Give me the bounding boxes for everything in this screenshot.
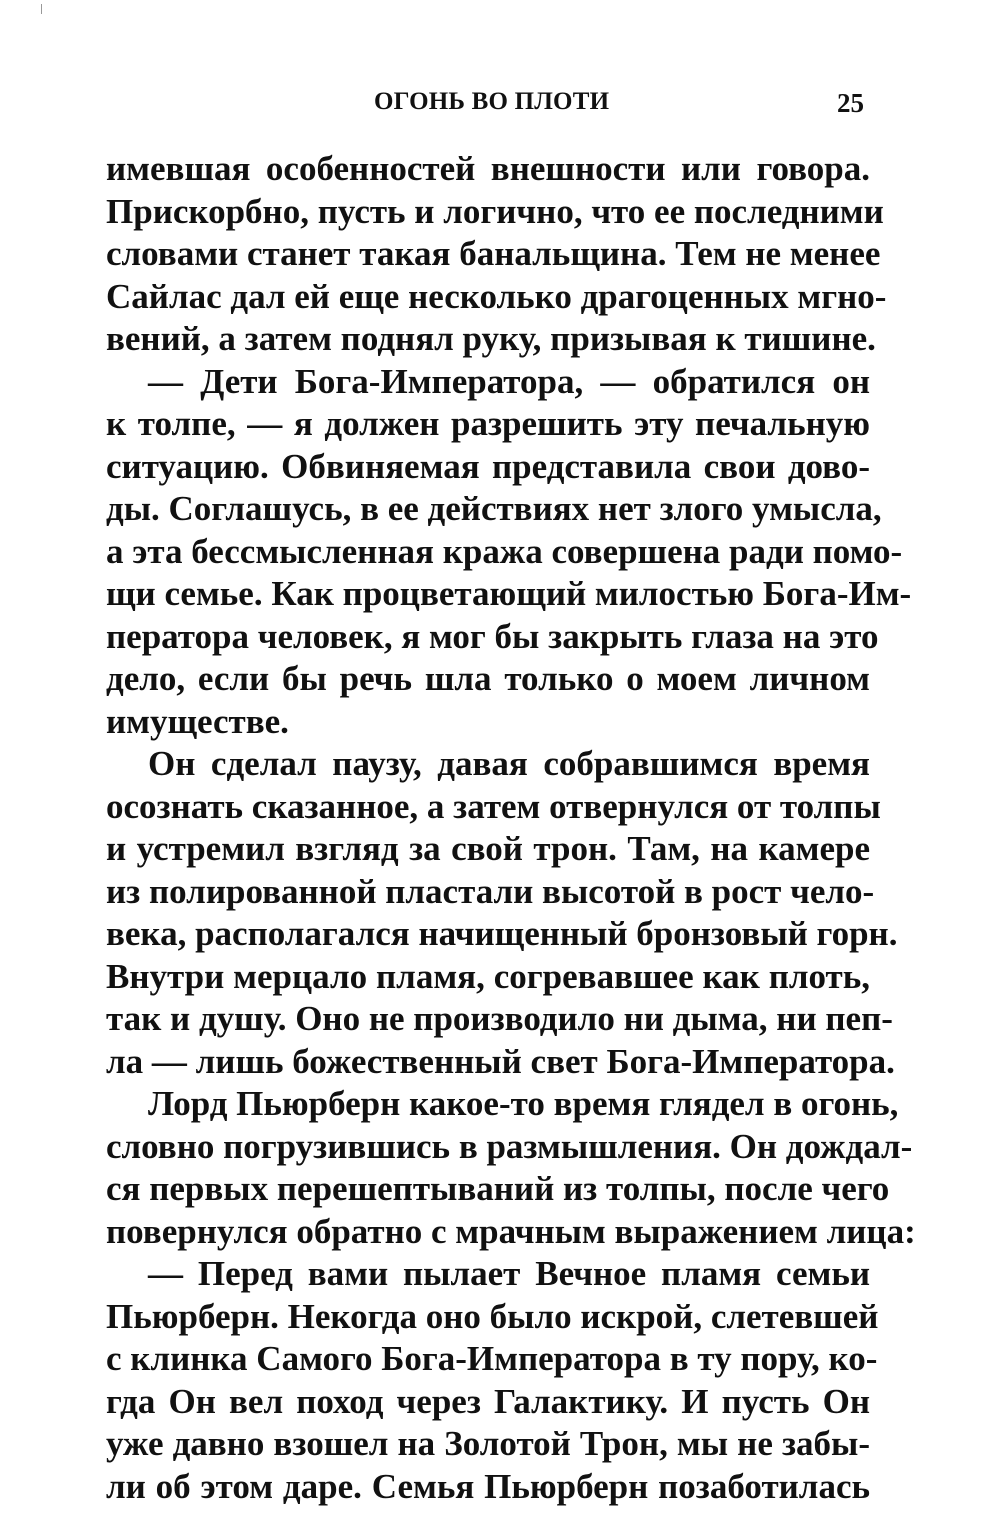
running-title: ОГОНЬ ВО ПЛОТИ [374, 88, 610, 115]
running-header [0, 88, 1000, 128]
text-line: Лорд Пьюрберн какое-то время глядел в огонь, [148, 1084, 899, 1123]
text-line: ды. Соглашусь, в ее действиях нет злого умысла, [106, 489, 882, 528]
text-line: Сайлас дал ей еще несколько драгоценных мгно- [106, 276, 887, 316]
text-line: и устремил взгляд за свой трон. Там, на камере [106, 829, 870, 868]
text-line: так и душу. Оно не производило ни дыма, ни пеп- [106, 999, 893, 1038]
text-line: Внутри мерцало пламя, согревавшее как плоть, [106, 956, 870, 996]
text-line: ператора человек, я мог бы закрыть глаза на это [106, 616, 879, 656]
text-line: повернулся обратно с мрачным выражением лица: [106, 1211, 916, 1251]
text-line: ли об этом даре. Семья Пьюрберн позаботилась [106, 1466, 870, 1506]
text-line: века, располагался начищенный бронзовый горн. [106, 914, 898, 953]
page-number: 25 [837, 88, 864, 118]
text-line: щи семье. Как процветающий милостью Бога-Им- [106, 574, 912, 613]
text-line: Прискорбно, пусть и логично, что ее последними [106, 191, 884, 231]
text-line: — Дети Бога-Императора, — обратился он [148, 361, 870, 401]
text-line: словами станет такая банальщина. Тем не менее [106, 234, 881, 273]
body-text [106, 148, 916, 1508]
text-line: ла — лишь божественный свет Бога-Императора. [106, 1041, 895, 1081]
text-line: дело, если бы речь шла только о моем личном [106, 659, 870, 698]
text-line: имуществе. [106, 701, 289, 741]
text-line: из полированной пластали высотой в рост чело- [106, 871, 875, 911]
text-line: ся первых перешептываний из толпы, после чего [106, 1169, 890, 1208]
text-line: с клинка Самого Бога-Императора в ту пору, ко- [106, 1339, 878, 1378]
page-edge-mark [41, 4, 42, 14]
text-line: Пьюрберн. Некогда оно было искрой, слетевшей [106, 1296, 879, 1336]
text-line: к толпе, — я должен разрешить эту печальную [106, 404, 870, 443]
text-line: гда Он вел поход через Галактику. И пусть Он [106, 1381, 870, 1421]
text-line: осознать сказанное, а затем отвернулся от толпы [106, 786, 881, 826]
text-line: уже давно взошел на Золотой Трон, мы не забы- [106, 1424, 870, 1463]
text-line: имевшая особенностей внешности или говора. [106, 149, 870, 188]
text-line: ситуацию. Обвиняемая представила свои дово- [106, 446, 870, 486]
text-line: словно погрузившись в размышления. Он дождал- [106, 1126, 913, 1166]
text-line: а эта бессмысленная кража совершена ради помо- [106, 531, 903, 571]
text-line: вений, а затем поднял руку, призывая к тишине. [106, 319, 876, 358]
text-line: Он сделал паузу, давая собравшимся время [148, 744, 870, 783]
text-line: — Перед вами пылает Вечное пламя семьи [148, 1254, 870, 1293]
